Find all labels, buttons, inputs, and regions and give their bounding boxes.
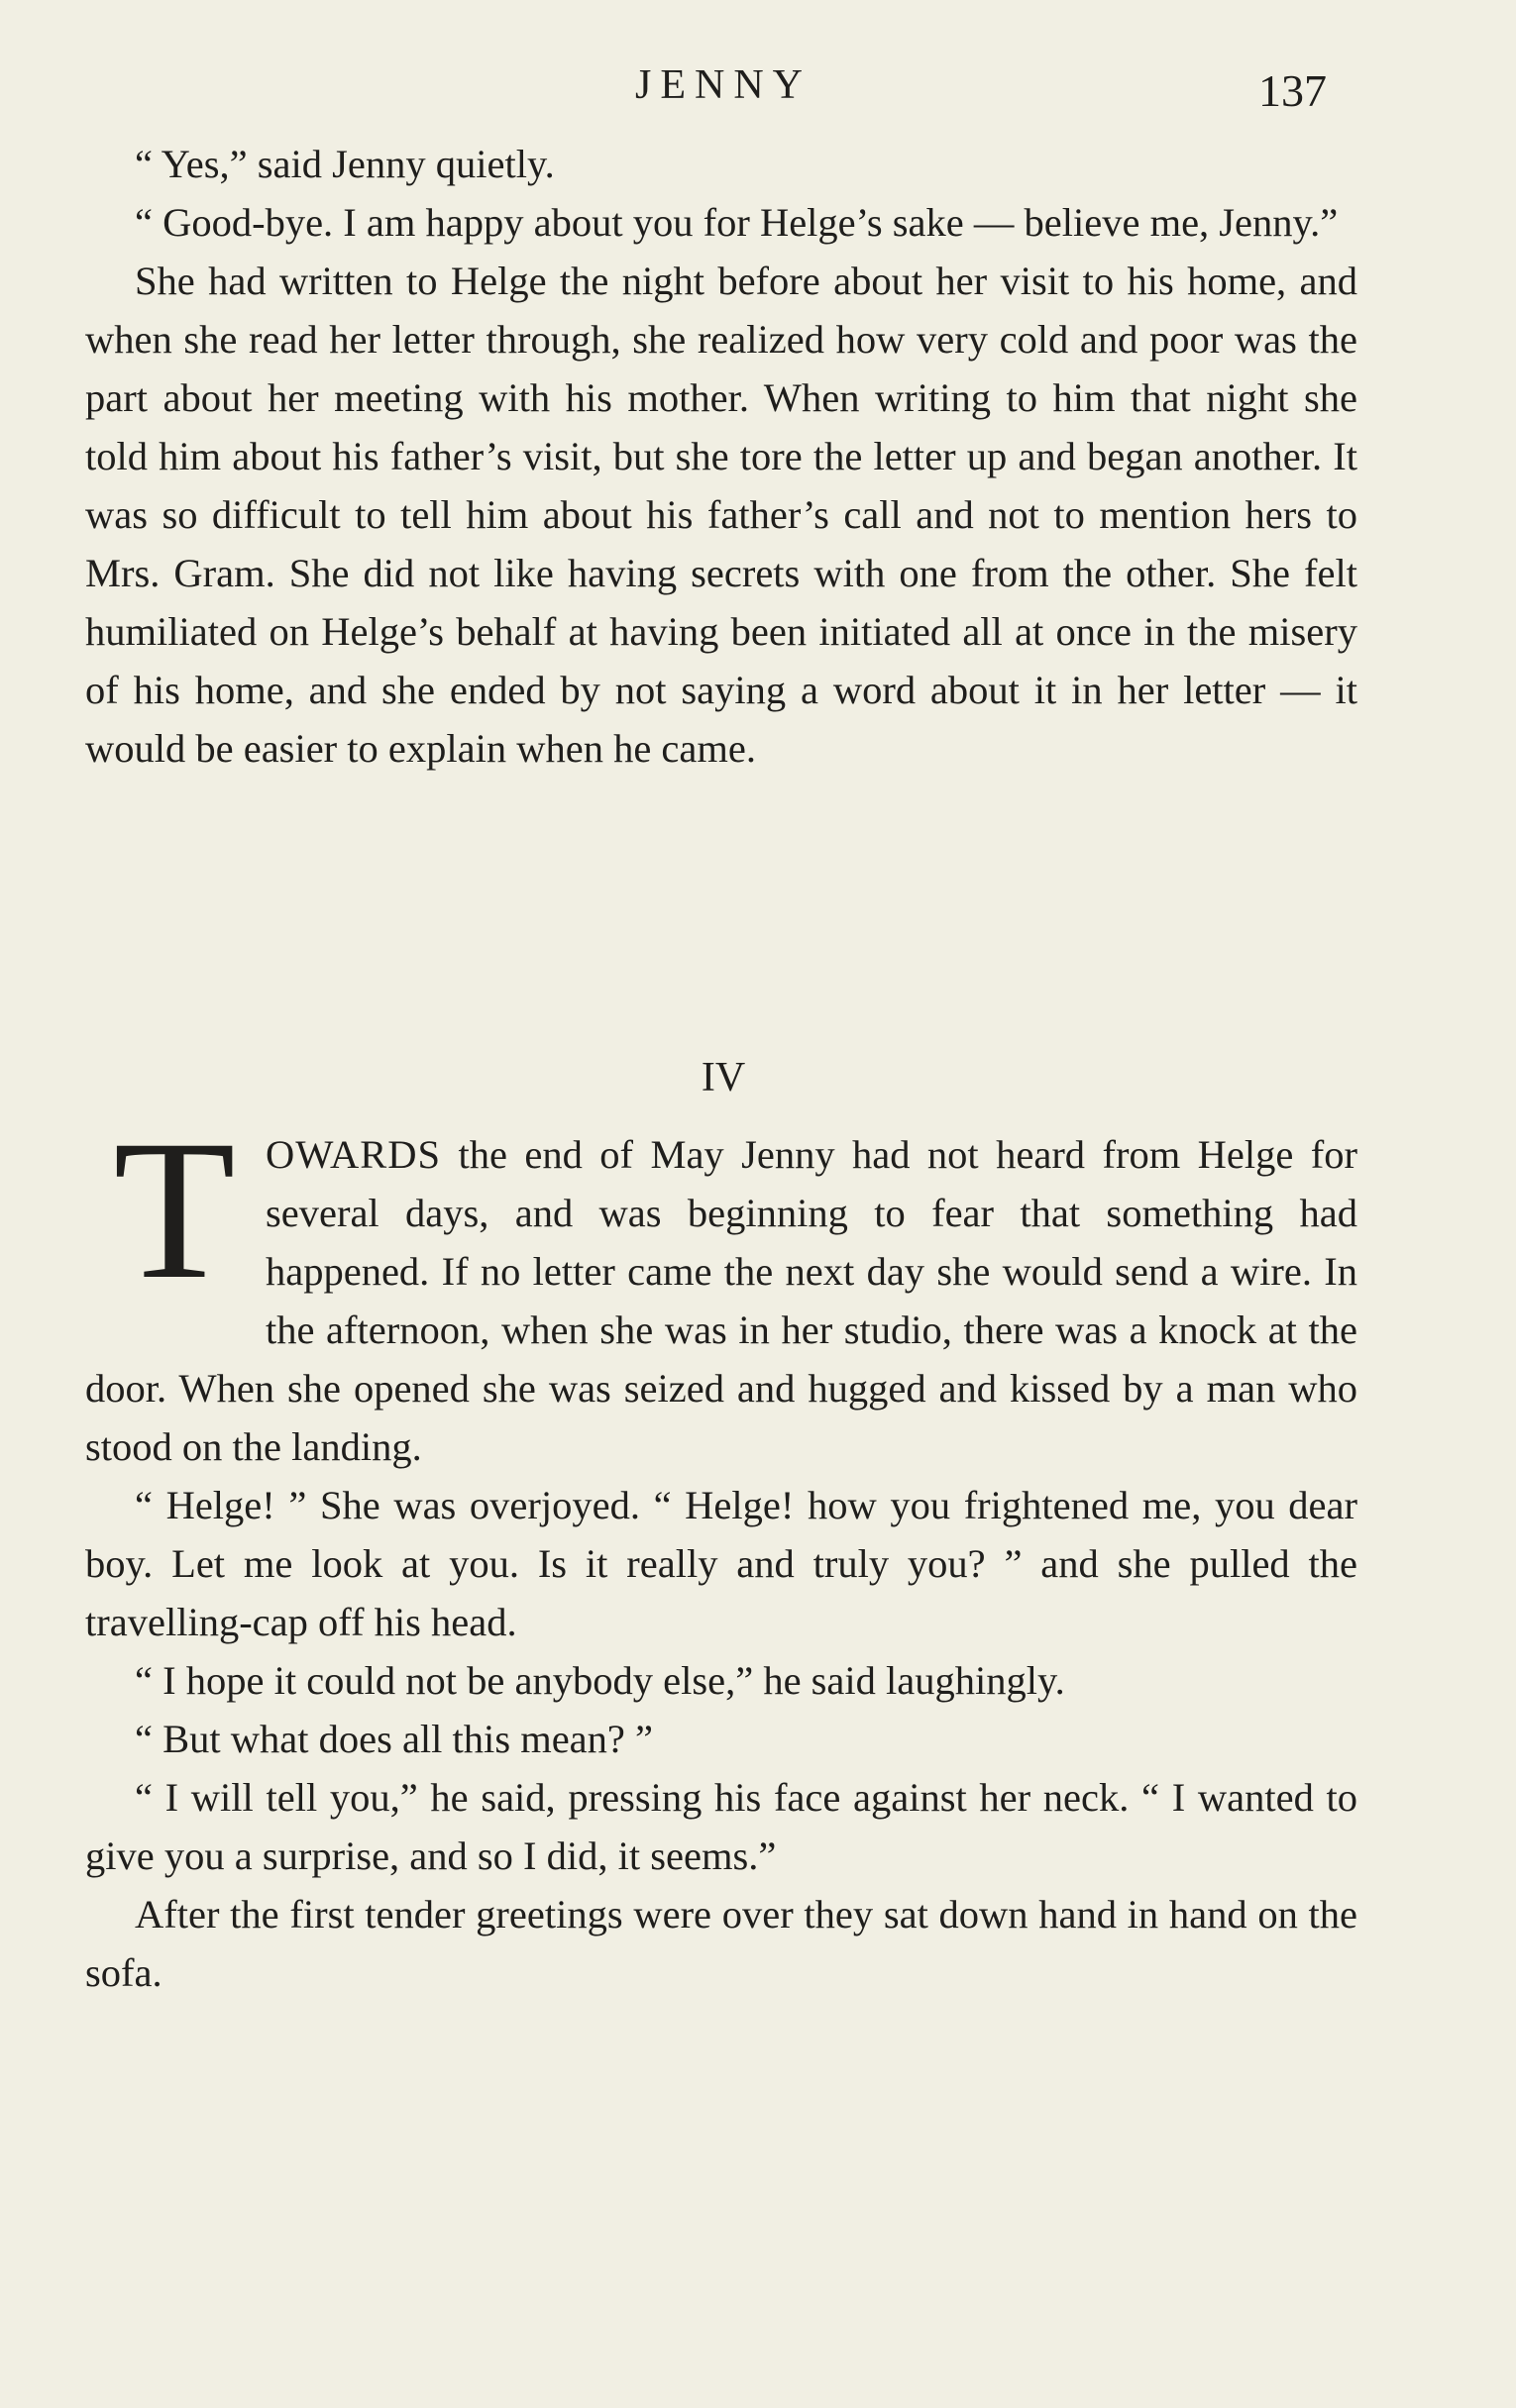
opening-paragraph-text: the end of May Jenny had not heard from Helge for several days, and was beginning to fear that something had happened. If no letter came the next day she would send a wire. In the afternoon, when she was in her studio, there was a knock at the door. When she opened she was seized and hugged and kissed by a man who stood on the landing.	[85, 1132, 1357, 1469]
paragraph: She had written to Helge the night before about her visit to his home, and when she read her letter through, she realized how very cold and poor was the part about her meeting with his mother. When writing to him that night she told him about his father’s visit, but she tore the letter up and began another. It was so difficult to tell him about his father’s call and not to mention hers to Mrs. Gram. She did not like having secrets with one from the other. She felt humiliated on Helge’s behalf at having been initiated all at once in the misery of his home, and she ended by not saying a word about it in her letter — it would be easier to explain when he came.	[85, 259, 1357, 771]
page-number: 137	[1258, 65, 1327, 116]
text-block-before	[85, 135, 1357, 778]
paragraph: “ I will tell you,” he said, pressing his face against her neck. “ I wanted to give you a surprise, and so I did, it seems.”	[85, 1775, 1357, 1878]
section-heading: IV	[701, 1055, 746, 1100]
lead-in-text: OWARDS	[266, 1132, 442, 1177]
opening-paragraph	[85, 1099, 1357, 1476]
drop-cap: T	[113, 1099, 236, 1320]
text-block-after	[85, 1099, 1357, 2002]
paragraph: “ Good-bye. I am happy about you for Helge’s sake — believe me, Jenny.”	[135, 200, 1339, 245]
paragraph: “ But what does all this mean? ”	[135, 1717, 653, 1761]
paragraph: After the first tender greetings were over they sat down hand in hand on the sofa.	[85, 1892, 1357, 1995]
paragraph: “ Yes,” said Jenny quietly.	[135, 142, 555, 186]
paragraph: “ Helge! ” She was overjoyed. “ Helge! how you frightened me, you dear boy. Let me look at you. Is it really and truly you? ” and she pulled the travelling-cap off his head.	[85, 1483, 1357, 1644]
running-title: JENNY	[635, 62, 812, 108]
paragraph: “ I hope it could not be anybody else,” he said laughingly.	[135, 1658, 1065, 1703]
